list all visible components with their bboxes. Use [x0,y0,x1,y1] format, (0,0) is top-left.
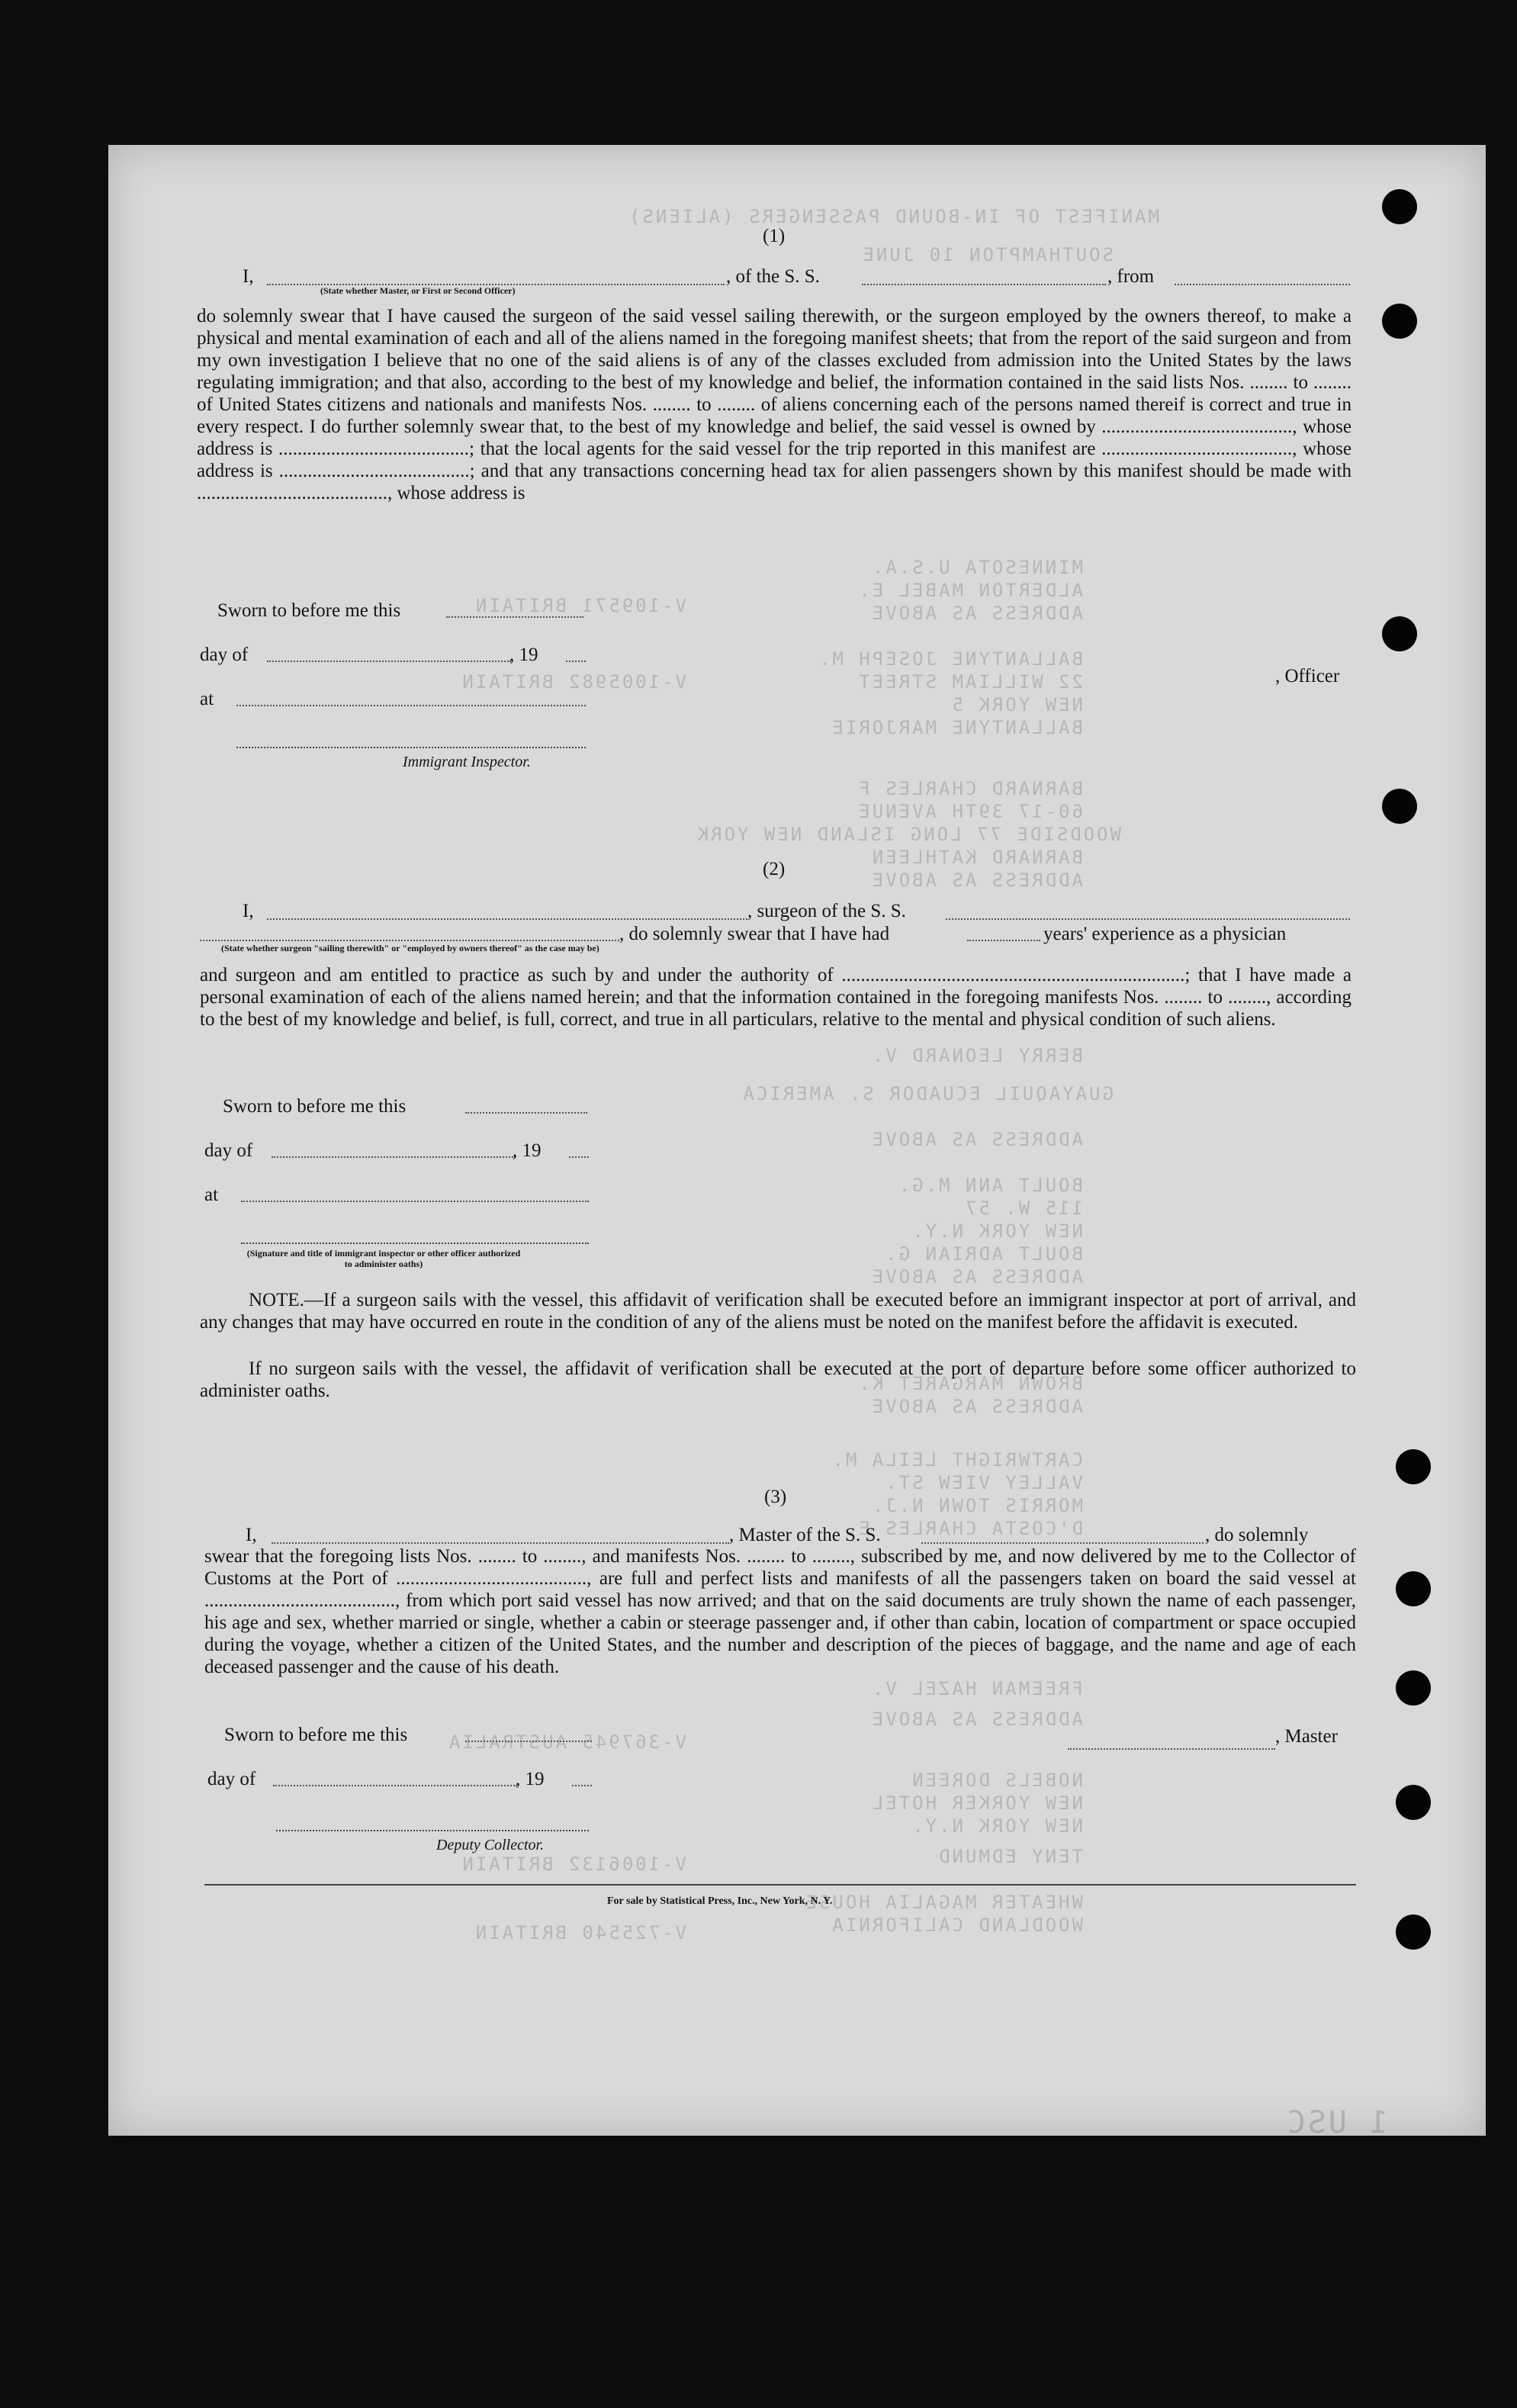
note-label: NOTE. [249,1290,304,1310]
section1-caption: (State whether Master, or First or Second Officer) [320,285,516,296]
section2-caption: (State whether surgeon "sailing therewith" or "employed by owners thereof" as the case may be) [221,943,599,953]
section-number-2: (2) [763,859,786,879]
day-month-field-3[interactable] [273,1783,517,1786]
inspector-signature-line[interactable] [236,746,586,748]
section-number-3: (3) [764,1487,787,1507]
section1-from: , from [1107,266,1155,287]
punch-hole [1396,1670,1431,1706]
punch-hole [1382,304,1417,339]
section2-note [200,1289,1356,1333]
bleed-through-text: MANIFEST OF IN-BOUND PASSENGERS (ALIENS) SOUTHAMPTON 10 JUNE MINNESOTA U.S.A. ALDERTON MABEL E. ADDRESS AS ABOVE V-109571 BRITAIN BALLANTYNE JOSEPH M. 22 WILLIAM STREET NEW YORK 5 BALLANTYNE MARJORIE V-1005982 BRITAIN BARNARD CHARLES F 60-17 39TH AVENUE WOODSIDE 77 LONG ISLAND NEW YORK BARNARD KATHLEEN ADDRESS AS ABOVE BERRY LEONARD V. GUAYAQUIL ECUADOR S. AMERICA ADDRESS AS ABOVE BOULT ANN M.G. 115 W. 57 NEW YORK N.Y. BOULT ADRIAN G. ADDRESS AS ABOVE BROWN MARGARET K. ADDRESS AS ABOVE CARTWRIGHT LEILA M. VALLEY VIEW ST. MORRIS TOWN N.J. D'COSTA CHARLES E. FREEMAN HAZEL V. ADDRESS AS ABOVE NOBELS DOREEN NEW YORKER HOTEL NEW YORK N.Y. TENY EDMUND WHEATER MAGALIA HOUSE WOODLAND CALIFORNIA V-367945 AUSTRALIA V-1006132 BRITAIN V-725540 BRITAIN 1 USC [446,206,1388,2140]
section1-at: at [200,689,214,709]
punch-hole [1396,1571,1431,1606]
section2-signature-caption: (Signature and title of immigrant inspector or other officer authorized to administer oaths) [246,1248,521,1269]
vessel-name-field-3[interactable] [921,1541,1204,1544]
surgeon-name-field[interactable] [267,917,747,920]
master-signature-line[interactable] [1068,1747,1275,1750]
surgeon-status-field[interactable] [200,938,619,941]
section1-officer: , Officer [1275,666,1340,686]
section2-solemnly: , do solemnly swear that I have had [619,924,890,944]
section1-day-of: day of [200,645,249,665]
section2-sworn: Sworn to before me this [223,1096,407,1117]
years-experience-field[interactable] [967,938,1040,941]
section1-i: I, [243,266,254,287]
section2-body: and surgeon and am entitled to practice as such by and under the authority of ........................................................................; that I have made a personal examination of each of the aliens named herein; and that the information contained in the foregoing manifests Nos. ........ to ........, according to the best of my knowledge and belief, is full, correct, and true in all particulars, relative to the mental and physical condition of such aliens. [200,965,1351,1030]
punch-hole [1396,1785,1431,1820]
punch-hole [1382,616,1417,651]
section2-years: years' experience as a physician [1043,924,1287,944]
year-field-2[interactable] [569,1155,589,1158]
section1-of-ss: , of the S. S. [726,266,820,287]
day-month-field[interactable] [267,659,511,662]
section2-i: I, [243,901,254,921]
section3-sworn: Sworn to before me this [224,1725,408,1745]
section3-day-of: day of [207,1769,256,1789]
punch-hole [1382,189,1417,224]
year-field[interactable] [566,659,586,662]
officer-signature-line[interactable] [241,1242,589,1244]
punch-hole [1382,789,1417,824]
section1-body: do solemnly swear that I have caused the surgeon of the said vessel sailing therewith, or the surgeon employed by the owners thereof, to make a physical and mental examination of each and all of the aliens named in the foregoing manifest sheets; that from the report of the said surgeon and from my own investigation I believe that no one of the said aliens is of any of the classes excluded from admission into the United States by the laws regulating immigration; and that also, according to the best of my knowledge and belief, the information contained in the said lists Nos. ........ to ........ of United States citizens and nationals and manifests Nos. ........ to ........ of aliens concerning each of the persons named thereif is correct and true in every respect. I do further solemnly swear that, to the best of my knowledge and belief, the said vessel is owned by ........................................, whose address is ........................................; that the local agents for the said vessel for the trip reported in this manifest are ........................................, whose address is ........................................; and that any transactions concerning head tax for alien passengers shown by this manifest should be made with ........................................, whose address is [197,306,1351,503]
day-month-field-2[interactable] [272,1155,516,1158]
departure-port-field[interactable] [1175,282,1350,285]
punch-hole [1396,1915,1431,1950]
sworn-date-field-2[interactable] [465,1111,587,1114]
section2-surgeon: , surgeon of the S. S. [747,901,906,921]
section2-at: at [204,1185,219,1205]
place-field[interactable] [236,703,586,706]
note-text: —If a surgeon sails with the vessel, this affidavit of verification shall be executed before an immigrant inspector at port of arrival, and any changes that may have occurred en route in the condition of any of the aliens must be noted on the manifest before the affidavit is executed. [200,1290,1356,1333]
punch-hole [1396,1449,1431,1484]
printer-credit: For sale by Statistical Press, Inc., New York, N. Y. [607,1895,833,1907]
section3-year: , 19 [516,1769,545,1789]
section3-body: swear that the foregoing lists Nos. ........ to ........, and manifests Nos. ........ to ........, subscribed by me, and now delivered by me to the Collector of Customs at the Port of ........................................, are full and perfect lists and manifests of all the passengers taken on board the said vessel at ........................................, from which port said vessel has now arrived; and that on the said documents are truly shown the name of each passenger, his age and sex, whether married or single, whether a cabin or steerage passenger and, if other than cabin, location of compartment or space occupied during the voyage, whether a citizen of the United States, and the number and description of the pieces of baggage, and the name and age of each deceased passenger and the cause of his death. [204,1546,1356,1677]
section2-year: , 19 [513,1140,542,1161]
surgeon-vessel-field[interactable] [946,917,1350,920]
section3-solemnly: , do solemnly [1205,1525,1309,1545]
master-name-field-3[interactable] [272,1541,729,1544]
year-field-3[interactable] [572,1783,592,1786]
section3-deputy-caption: Deputy Collector. [436,1837,545,1853]
section-number-1: (1) [763,226,786,246]
place-field-2[interactable] [241,1199,589,1202]
sworn-date-field-3[interactable] [465,1739,592,1742]
section2-day-of: day of [204,1140,253,1161]
section1-year: , 19 [509,645,538,665]
section3-master-label: , Master [1275,1726,1338,1747]
section3-master: , Master of the S. S. [729,1525,881,1545]
section3-i: I, [246,1525,257,1545]
vessel-name-field[interactable] [862,282,1106,285]
section2-note2: If no surgeon sails with the vessel, the affidavit of verification shall be executed at the port of departure before some officer authorized to administer oaths. [200,1358,1356,1401]
footer-rule [204,1884,1356,1886]
sworn-date-field[interactable] [446,615,583,618]
section1-inspector-caption: Immigrant Inspector. [403,754,531,770]
section1-sworn: Sworn to before me this [217,600,401,621]
deputy-signature-line[interactable] [276,1829,589,1831]
